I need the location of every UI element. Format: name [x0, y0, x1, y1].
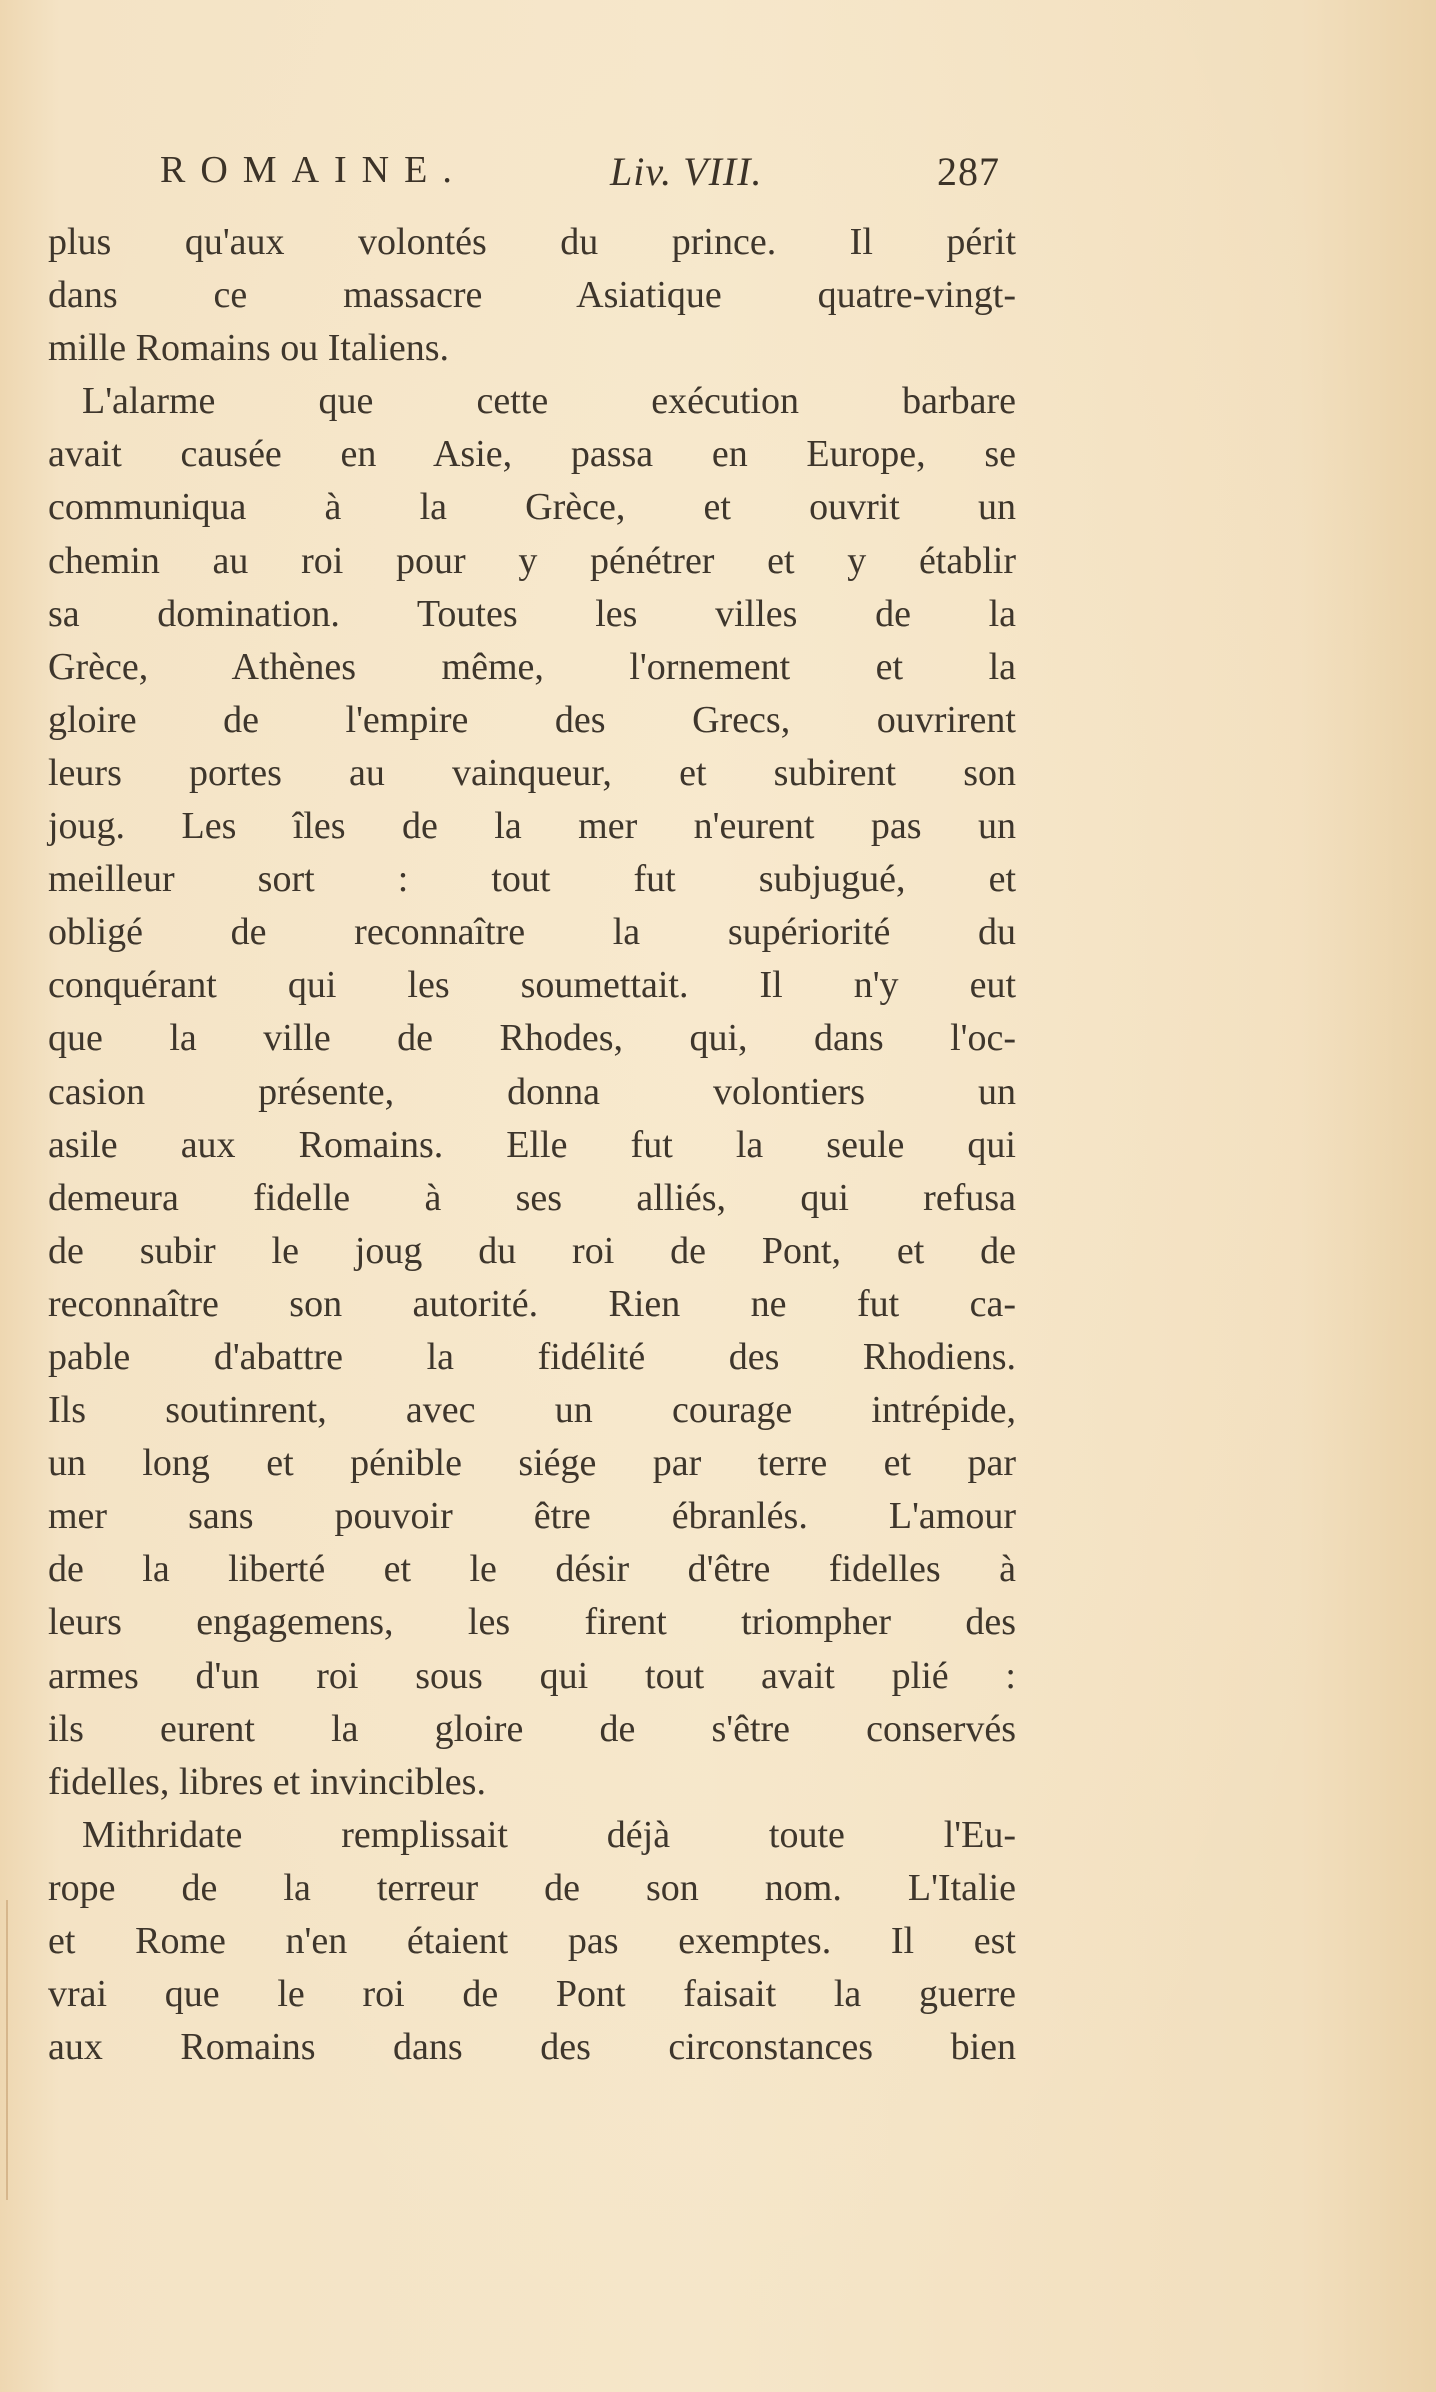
text-line: leurs portes au vainqueur, et subirent son	[48, 751, 1016, 794]
text-line: chemin au roi pour y pénétrer et y établir	[48, 539, 1016, 582]
text-line: armes d'un roi sous qui tout avait plié :	[48, 1654, 1016, 1697]
page-edge-shadow	[6, 1900, 8, 2200]
text-line: joug. Les îles de la mer n'eurent pas un	[48, 805, 1016, 848]
running-title: ROMAINE.	[160, 149, 467, 191]
text-line: L'alarme que cette exécution barbare	[82, 380, 1016, 423]
body-text	[48, 216, 1016, 2074]
text-line: casion présente, donna volontiers un	[48, 1070, 1016, 1113]
text-line: obligé de reconnaître la supériorité du	[48, 911, 1016, 954]
text-line: plus qu'aux volontés du prince. Il périt	[48, 221, 1016, 263]
text-line: mille Romains ou Italiens.	[48, 327, 450, 370]
text-line: et Rome n'en étaient pas exemptes. Il est	[48, 1920, 1016, 1962]
text-line: vrai que le roi de Pont faisait la guerre	[48, 1973, 1016, 2016]
text-line: gloire de l'empire des Grecs, ouvrirent	[48, 698, 1016, 741]
page-number: 287	[937, 149, 1000, 194]
text-line: demeura fidelle à ses alliés, qui refusa	[48, 1176, 1016, 1219]
text-line: de la liberté et le désir d'être fidelles à	[48, 1548, 1016, 1591]
text-line: reconnaître son autorité. Rien ne fut ca-	[48, 1282, 1016, 1325]
text-line: ils eurent la gloire de s'être conservés	[48, 1707, 1016, 1750]
text-line: conquérant qui les soumettait. Il n'y eut	[48, 964, 1016, 1007]
text-line: dans ce massacre Asiatique quatre-vingt-	[48, 274, 1016, 317]
text-line: Grèce, Athènes même, l'ornement et la	[48, 645, 1016, 688]
text-line: Mithridate remplissait déjà toute l'Eu-	[82, 1813, 1016, 1856]
text-line: fidelles, libres et invincibles.	[48, 1760, 486, 1803]
text-line: avait causée en Asie, passa en Europe, se	[48, 433, 1016, 476]
text-line: un long et pénible siége par terre et par	[48, 1442, 1016, 1485]
text-line: asile aux Romains. Elle fut la seule qui	[48, 1123, 1016, 1166]
page-header	[160, 148, 1000, 208]
text-line: mer sans pouvoir être ébranlés. L'amour	[48, 1495, 1016, 1538]
text-line: meilleur sort : tout fut subjugué, et	[48, 858, 1016, 901]
text-line: rope de la terreur de son nom. L'Italie	[48, 1866, 1016, 1909]
text-line: communiqua à la Grèce, et ouvrit un	[48, 486, 1016, 529]
text-line: de subir le joug du roi de Pont, et de	[48, 1229, 1016, 1272]
book-reference: Liv. VIII.	[610, 149, 763, 194]
text-line: leurs engagemens, les firent triompher des	[48, 1601, 1016, 1644]
text-line: Ils soutinrent, avec un courage intrépide,	[48, 1389, 1016, 1432]
text-line: aux Romains dans des circonstances bien	[48, 2026, 1016, 2069]
text-line: que la ville de Rhodes, qui, dans l'oc-	[48, 1017, 1016, 1060]
text-line: pable d'abattre la fidélité des Rhodiens.	[48, 1335, 1016, 1378]
text-line: sa domination. Toutes les villes de la	[48, 592, 1016, 635]
